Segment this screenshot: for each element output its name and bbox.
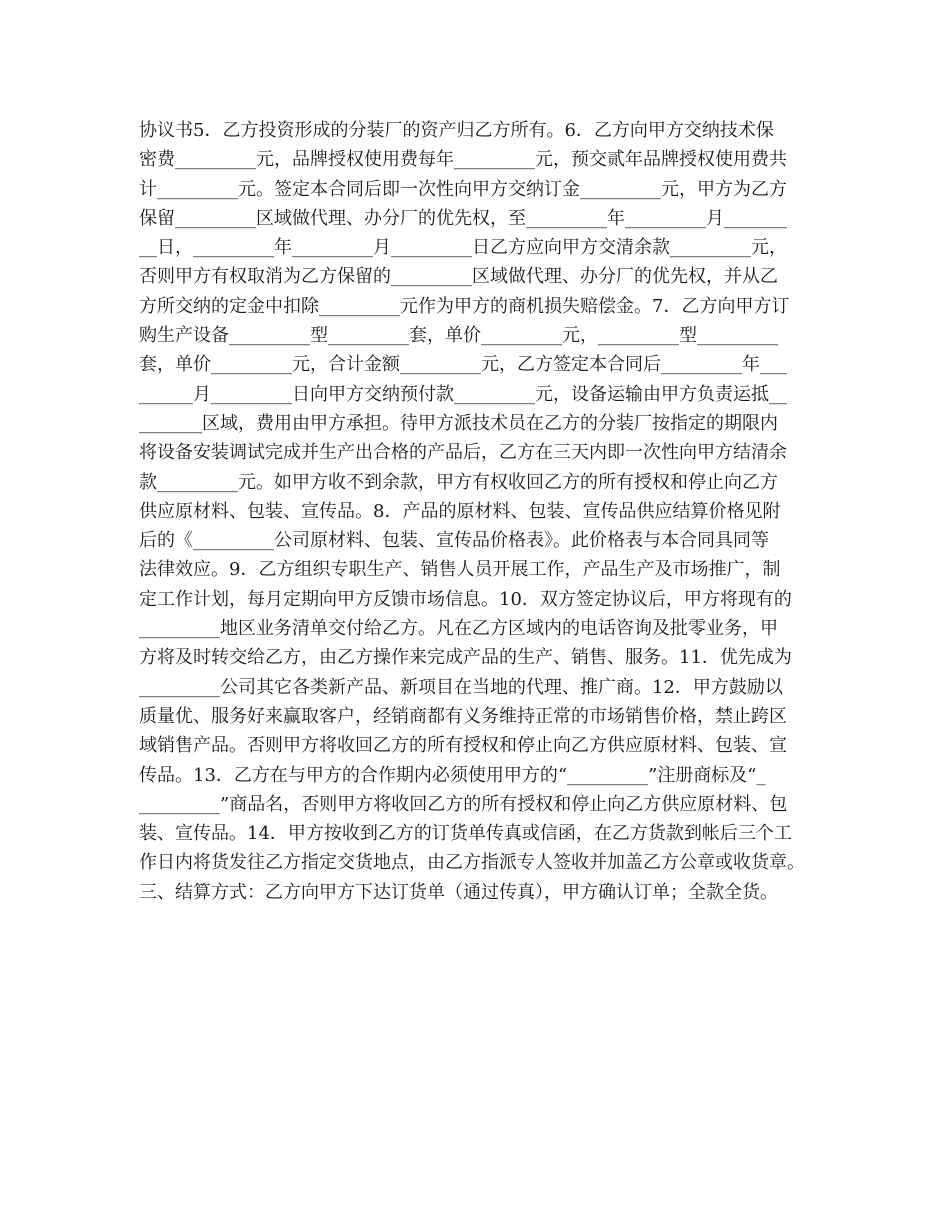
text-line-19: 方将及时转交给乙方，由乙方操作来完成产品的生产、销售、服务。11．优先成为 (139, 647, 792, 669)
text-line-7: 方所交纳的定金中扣除_________元作为甲方的商机损失赔偿金。7．乙方向甲方订 (139, 295, 790, 317)
text-line-8: 购生产设备_________型_________套，单价_________元，_________型_________ (139, 325, 778, 347)
text-line-11: _______区域，费用由甲方承担。待甲方派技术员在乙方的分装厂按指定的期限内 (139, 412, 778, 434)
text-line-21: 质量优、服务好来赢取客户，经销商都有义务维持正常的市场销售价格，禁止跨区 (139, 705, 787, 727)
text-line-17: 定工作计划，每月定期向甲方反馈市场信息。10．双方签定协议后，甲方将现有的 (139, 588, 792, 610)
text-line-27: 三、结算方式：乙方向甲方下达订货单（通过传真），甲方确认订单；全款全货。 (139, 881, 778, 903)
text-line-3: 计_________元。签定本合同后即一次性向甲方交纳订金_________元，甲方为乙方 (139, 178, 787, 200)
text-line-5: __日，_________年_________月_________日乙方应向甲方交清余款_________元， (139, 237, 787, 259)
text-line-22: 域销售产品。否则甲方将收回乙方的所有授权和停止向乙方供应原材料、包装、宣 (139, 735, 787, 757)
text-line-25: 装、宣传品。14．甲方按收到乙方的订货单传真或信函，在乙方货款到帐后三个工 (139, 823, 792, 845)
text-line-10: ______月_________日向甲方交纳预付款_________元，设备运输由甲方负责运抵__ (139, 383, 787, 405)
contract-body-text (139, 116, 839, 907)
text-line-14: 供应原材料、包装、宣传品。8．产品的原材料、包装、宣传品供应结算价格见附 (139, 500, 781, 522)
text-line-26: 作日内将货发往乙方指定交货地点，由乙方指派专人签收并加盖乙方公章或收货章。 (139, 852, 805, 874)
text-line-12: 将设备安装调试完成并生产出合格的产品后，乙方在三天内即一次性向甲方结清余 (139, 442, 787, 464)
text-line-18: _________地区业务清单交付给乙方。凡在乙方区域内的电话咨询及批零业务，甲 (139, 618, 778, 640)
text-line-23: 传品。13．乙方在与甲方的合作期内必须使用甲方的“_________”注册商标及“_ (139, 764, 766, 786)
text-line-24: _________”商品名，否则甲方将收回乙方的所有授权和停止向乙方供应原材料、包 (139, 793, 788, 815)
text-line-4: 保留_________区域做代理、办分厂的优先权，至_________年_________月_______ (139, 207, 787, 229)
text-line-2: 密费_________元，品牌授权使用费每年_________元，预交贰年品牌授权使用费共 (139, 149, 787, 171)
text-line-16: 法律效应。9．乙方组织专职生产、销售人员开展工作，产品生产及市场推广，制 (139, 559, 781, 581)
text-line-1: 协议书5．乙方投资形成的分装厂的资产归乙方所有。6．乙方向甲方交纳技术保 (139, 120, 774, 141)
text-line-6: 否则甲方有权取消为乙方保留的_________区域做代理、办分厂的优先权，并从乙 (139, 266, 778, 288)
text-line-20: _________公司其它各类新产品、新项目在当地的代理、推广商。12．甲方鼓励以 (139, 676, 783, 698)
text-line-9: 套，单价_________元，合计金额_________元，乙方签定本合同后_________年___ (139, 354, 787, 376)
text-line-13: 款_________元。如甲方收不到余款，甲方有权收回乙方的所有授权和停止向乙方 (139, 471, 778, 493)
text-line-15: 后的《_________公司原材料、包装、宣传品价格表》。此价格表与本合同具同等 (139, 530, 769, 552)
